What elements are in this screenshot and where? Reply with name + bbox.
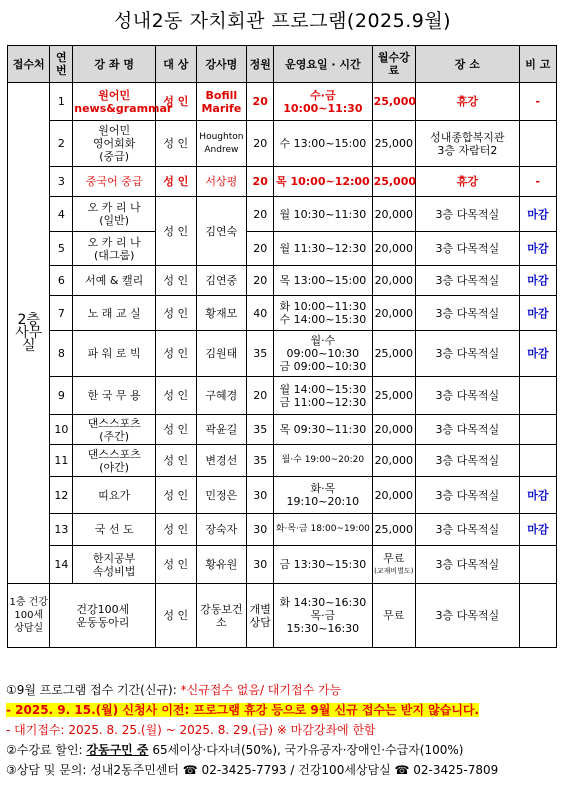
schedule-cell: 수 13:00~15:00 — [274, 121, 372, 167]
teacher-cell: Houghton Andrew — [196, 121, 247, 167]
row-no: 10 — [50, 415, 73, 445]
course-cell: 댄스스포츠 (야간) — [73, 445, 156, 477]
capacity-cell: 30 — [247, 477, 274, 514]
capacity-cell: 40 — [247, 296, 274, 331]
schedule-cell: 월 11:30~12:30 — [274, 232, 372, 266]
teacher-cell: Bofill Marife — [196, 83, 247, 121]
place-cell: 3층 다목적실 — [416, 377, 520, 415]
teacher-cell: 장숙자 — [196, 514, 247, 546]
fee-cell: 20,000 — [372, 296, 416, 331]
row-no: 2 — [50, 121, 73, 167]
course-cell: 오 카 리 나 (일반) — [73, 197, 156, 232]
capacity-cell: 35 — [247, 415, 274, 445]
note-cell: - — [519, 167, 556, 197]
place-cell: 3층 다목적실 — [416, 477, 520, 514]
note-cell: 마감 — [519, 232, 556, 266]
place-cell: 3층 다목적실 — [416, 331, 520, 377]
table-row — [8, 266, 557, 296]
notes-section — [6, 680, 562, 780]
fee-cell: 20,000 — [372, 477, 416, 514]
teacher-cell: 김연중 — [196, 266, 247, 296]
row-no: 4 — [50, 197, 73, 232]
schedule-cell: 화·목·금 18:00~19:00 — [274, 514, 372, 546]
place-cell: 3층 다목적실 — [416, 514, 520, 546]
teacher-cell: 강동보건소 — [196, 584, 247, 648]
header-course: 강 좌 명 — [73, 46, 156, 83]
target-cell: 성 인 — [156, 514, 196, 546]
table-row — [8, 415, 557, 445]
schedule-cell: 월 14:00~15:30 금 11:00~12:30 — [274, 377, 372, 415]
note-line-1: ①9월 프로그램 접수 기간(신규): *신규접수 없음/ 대기접수 가능 — [6, 683, 342, 697]
course-cell: 한 국 무 용 — [73, 377, 156, 415]
course-cell: 노 래 교 실 — [73, 296, 156, 331]
table-row — [8, 167, 557, 197]
course-cell: 띠요가 — [73, 477, 156, 514]
capacity-cell: 20 — [247, 83, 274, 121]
fee-cell: 20,000 — [372, 232, 416, 266]
header-target: 대 상 — [156, 46, 196, 83]
capacity-cell: 20 — [247, 197, 274, 232]
capacity-cell: 30 — [247, 514, 274, 546]
note-cell — [519, 415, 556, 445]
teacher-cell: 황재모 — [196, 296, 247, 331]
place-cell: 휴강 — [416, 83, 520, 121]
row-no: 9 — [50, 377, 73, 415]
target-cell: 성 인 — [156, 121, 196, 167]
teacher-cell: 구혜경 — [196, 377, 247, 415]
note-line-2: - 2025. 9. 15.(월) 신청사 이전: 프로그램 휴강 등으로 9월 신규 접수는 받지 않습니다. — [6, 703, 480, 717]
place-cell: 휴강 — [416, 167, 520, 197]
capacity-cell: 30 — [247, 546, 274, 584]
fee-cell: 25,000 — [372, 121, 416, 167]
course-cell: 중국어 중급 — [73, 167, 156, 197]
schedule-cell: 화·목 19:10~20:10 — [274, 477, 372, 514]
schedule-cell: 월 10:30~11:30 — [274, 197, 372, 232]
table-header-row — [8, 46, 557, 83]
header-place: 장 소 — [416, 46, 520, 83]
place-cell: 3층 다목적실 — [416, 296, 520, 331]
table-row — [8, 377, 557, 415]
teacher-cell: 김원태 — [196, 331, 247, 377]
schedule-cell: 수·금 10:00~11:30 — [274, 83, 372, 121]
place-cell: 3층 다목적실 — [416, 415, 520, 445]
note-cell: - — [519, 83, 556, 121]
place-cell: 3층 다목적실 — [416, 232, 520, 266]
note-line-4: ②수강료 할인: 강동구민 중 65세이상·다자녀(50%), 국가유공자·장애인·수급자(100%) — [6, 743, 464, 757]
table-row — [8, 331, 557, 377]
table-row — [8, 584, 557, 648]
schedule-cell: 목 09:30~11:30 — [274, 415, 372, 445]
capacity-cell: 20 — [247, 232, 274, 266]
note-cell: 마감 — [519, 266, 556, 296]
fee-cell: 20,000 — [372, 266, 416, 296]
teacher-cell: 서상평 — [196, 167, 247, 197]
place-cell: 3층 다목적실 — [416, 266, 520, 296]
target-cell: 성 인 — [156, 445, 196, 477]
fee-cell: 25,000 — [372, 377, 416, 415]
note-cell: 마감 — [519, 477, 556, 514]
note-cell: 마감 — [519, 296, 556, 331]
fee-cell: 20,000 — [372, 197, 416, 232]
fee-cell: 20,000 — [372, 445, 416, 477]
header-capacity: 정원 — [247, 46, 274, 83]
schedule-cell: 목 13:00~15:00 — [274, 266, 372, 296]
header-teacher: 강사명 — [196, 46, 247, 83]
header-fee: 월수강료 — [372, 46, 416, 83]
course-cell: 댄스스포츠 (주간) — [73, 415, 156, 445]
teacher-cell: 황유원 — [196, 546, 247, 584]
place-cell: 3층 다목적실 — [416, 546, 520, 584]
schedule-cell: 화 14:30~16:30 목·금 15:30~16:30 — [274, 584, 372, 648]
note-line-3: - 대기접수: 2025. 8. 25.(월) ~ 2025. 8. 29.(금) ※ 마감강좌에 한함 — [6, 723, 376, 737]
target-cell: 성 인 — [156, 546, 196, 584]
table-row — [8, 477, 557, 514]
target-cell: 성 인 — [156, 477, 196, 514]
capacity-cell: 20 — [247, 121, 274, 167]
schedule-cell: 화 10:00~11:30 수 14:00~15:30 — [274, 296, 372, 331]
schedule-cell: 목 10:00~12:00 — [274, 167, 372, 197]
note-cell — [519, 121, 556, 167]
capacity-cell: 20 — [247, 167, 274, 197]
row-no: 12 — [50, 477, 73, 514]
fee-cell: 25,000 — [372, 331, 416, 377]
fee-cell: 20,000 — [372, 415, 416, 445]
course-cell: 서예 & 캘리 — [73, 266, 156, 296]
course-cell: 국 선 도 — [73, 514, 156, 546]
place-cell: 성내종합복지관 3층 자람터2 — [416, 121, 520, 167]
target-cell: 성 인 — [156, 167, 196, 197]
course-cell: 원어민 news&grammar — [73, 83, 156, 121]
course-cell: 건강100세 운동동아리 — [50, 584, 156, 648]
target-cell: 성 인 — [156, 296, 196, 331]
fee-cell: 무료 — [372, 584, 416, 648]
table-row — [8, 197, 557, 232]
teacher-cell: 민정은 — [196, 477, 247, 514]
place-cell: 3층 다목적실 — [416, 445, 520, 477]
target-cell: 성 인 — [156, 331, 196, 377]
office-cell: 2층 사무실 — [8, 83, 50, 584]
header-schedule: 운영요일 · 시간 — [274, 46, 372, 83]
note-cell — [519, 445, 556, 477]
teacher-cell: 김연숙 — [196, 197, 247, 266]
capacity-cell: 개별 상담 — [247, 584, 274, 648]
row-no: 13 — [50, 514, 73, 546]
row-no: 8 — [50, 331, 73, 377]
schedule-cell: 월·수 19:00~20:20 — [274, 445, 372, 477]
table-row — [8, 296, 557, 331]
target-cell: 성 인 — [156, 584, 196, 648]
target-cell: 성 인 — [156, 197, 196, 266]
target-cell: 성 인 — [156, 266, 196, 296]
note-cell: 마감 — [519, 331, 556, 377]
target-cell: 성 인 — [156, 415, 196, 445]
target-cell: 성 인 — [156, 377, 196, 415]
header-note: 비 고 — [519, 46, 556, 83]
note-line-5: ③상담 및 문의: 성내2동주민센터 ☎ 02-3425-7793 / 건강100세상담실 ☎ 02-3425-7809 — [6, 763, 499, 777]
note-cell: 마감 — [519, 197, 556, 232]
row-no: 6 — [50, 266, 73, 296]
table-row — [8, 121, 557, 167]
teacher-cell: 곽윤길 — [196, 415, 247, 445]
teacher-cell: 변경선 — [196, 445, 247, 477]
course-cell: 파 워 로 빅 — [73, 331, 156, 377]
table-row — [8, 546, 557, 584]
schedule-cell: 금 13:30~15:30 — [274, 546, 372, 584]
row-no: 11 — [50, 445, 73, 477]
row-no: 14 — [50, 546, 73, 584]
row-no: 7 — [50, 296, 73, 331]
note-cell: 마감 — [519, 514, 556, 546]
fee-cell: 25,000 — [372, 167, 416, 197]
course-cell: 오 카 리 나 (대그룹) — [73, 232, 156, 266]
page-title: 성내2동 자치회관 프로그램(2025.9월) — [113, 10, 452, 32]
capacity-cell: 35 — [247, 331, 274, 377]
table-row — [8, 445, 557, 477]
fee-cell: 25,000 — [372, 514, 416, 546]
table-row — [8, 232, 557, 266]
schedule-cell: 월·수 09:00~10:30 금 09:00~10:30 — [274, 331, 372, 377]
capacity-cell: 20 — [247, 266, 274, 296]
fee-cell: 무료 (교재비별도) — [372, 546, 416, 584]
row-no: 5 — [50, 232, 73, 266]
capacity-cell: 35 — [247, 445, 274, 477]
note-cell — [519, 584, 556, 648]
course-cell: 한지공부 속성비법 — [73, 546, 156, 584]
place-cell: 3층 다목적실 — [416, 584, 520, 648]
capacity-cell: 20 — [247, 377, 274, 415]
row-no: 3 — [50, 167, 73, 197]
header-no: 연번 — [50, 46, 73, 83]
table-row — [8, 514, 557, 546]
header-office: 접수처 — [8, 46, 50, 83]
office-cell: 1층 건강 100세 상담실 — [8, 584, 50, 648]
course-cell: 원어민 영어회화 (중급) — [73, 121, 156, 167]
place-cell: 3층 다목적실 — [416, 197, 520, 232]
note-cell — [519, 546, 556, 584]
row-no: 1 — [50, 83, 73, 121]
target-cell: 성 인 — [156, 83, 196, 121]
table-row — [8, 83, 557, 121]
note-cell — [519, 377, 556, 415]
fee-cell: 25,000 — [372, 83, 416, 121]
program-table — [7, 45, 557, 648]
